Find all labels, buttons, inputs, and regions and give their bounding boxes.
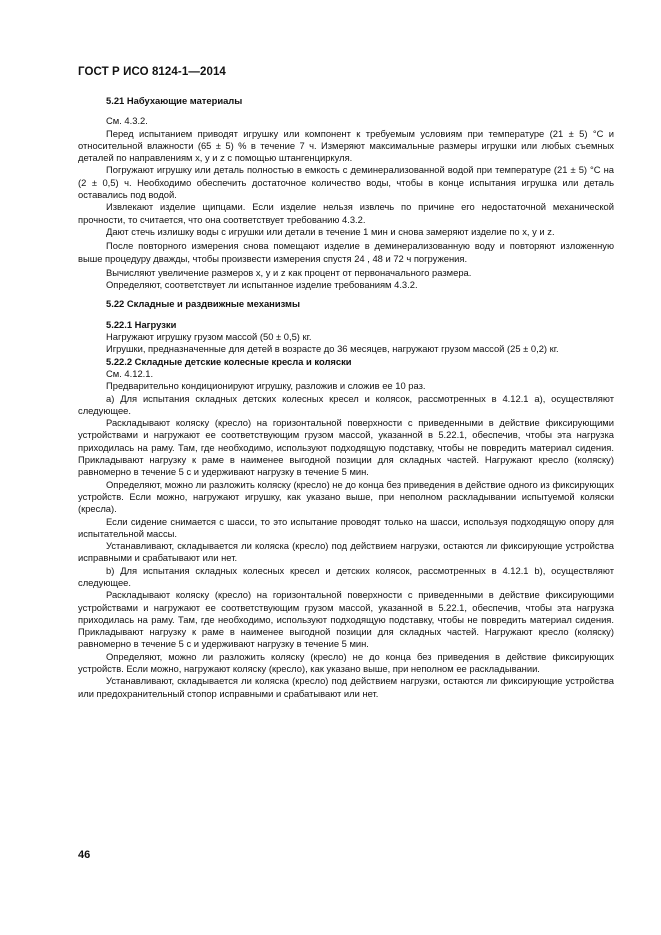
paragraph: Если сидение снимается с шасси, то это испытание проводят только на шасси, используя подходящую опору для испытательной массы. — [78, 515, 614, 539]
paragraph: Предварительно кондиционируют игрушку, разложив и сложив ее 10 раз. — [106, 380, 426, 392]
paragraph: Устанавливают, складывается ли коляска (кресло) под действием нагрузки, остаются ли фиксирующие устройства исправными и срабатывают или нет. — [78, 540, 614, 564]
paragraph: Игрушки, предназначенные для детей в возрасте до 36 месяцев, нагружают грузом массой (25 ± 0,2) кг. — [106, 343, 559, 355]
subsection-heading-5-22-2: 5.22.2 Складные детские колесные кресла и коляски — [106, 355, 352, 367]
paragraph: b) Для испытания складных колесных кресел и детских колясок, рассмотренных в 4.12.1 b), осуществляют следующее. — [78, 564, 614, 588]
page-content — [78, 95, 614, 700]
section-heading-5-21: 5.21 Набухающие материалы — [106, 95, 243, 106]
paragraph: Раскладывают коляску (кресло) на горизонтальной поверхности с приведенными в действие фиксирующими устройствами и нагружают ее соответствующим грузом массой, указанной в 5.22.1, обеспечив, чтобы эта нагрузка приходилась на раму. Там, где необходимо, используют подходящую подставку, чтобы не повредить материал сидения. Прикладывают нагрузку к раме в наименее выгодной позиции для складных частей. Нагружают кресло (коляску) равномерно в течение 5 с и удерживают нагрузку в течение 5 мин. — [78, 589, 614, 650]
paragraph: Раскладывают коляску (кресло) на горизонтальной поверхности с приведенными в действие фиксирующими устройствами и нагружают ее соответствующим грузом массой, указанной в 5.22.1, обеспечив, чтобы эта нагрузка приходилась на раму. Там, где необходимо, используют подходящую подставку, чтобы не повредить материал сидения. Прикладывают нагрузку к раме в наименее выгодной позиции для складных частей. Нагружают кресло (коляску) равномерно в течение 5 с и удерживают нагрузку в течение 5 мин. — [78, 417, 614, 478]
page-header: ГОСТ Р ИСО 8124-1—2014 — [78, 66, 226, 78]
paragraph: После повторного измерения снова помещают изделие в деминерализованную воду и повторяют изложенную выше процедуру дважды, чтобы произвести измерения спустя 24 , 48 и 72 ч погружения. — [78, 240, 614, 264]
paragraph: Устанавливают, складывается ли коляска (кресло) под действием нагрузки, остаются ли фиксирующие устройства или предохранительный стопор исправными и срабатывают или нет. — [78, 675, 614, 699]
paragraph: Определяют, можно ли разложить коляску (кресло) не до конца без приведения в действие одного из фиксирующих устройств. Если можно, нагружают игрушку, как указано выше, при неполном раскладывании испытуемой коляски (кресла). — [78, 478, 614, 515]
page-number: 46 — [78, 849, 91, 861]
paragraph: Определяют, можно ли разложить коляску (кресло) не до конца без приведения в действие фиксирующих устройств. Если можно, нагружают коляску (кресло), как указано выше, при неполном ее раскладывании. — [78, 650, 614, 675]
paragraph: Погружают игрушку или деталь полностью в емкость с деминерализованной водой при температуре (21 ± 5) °С на (2 ± 0,5) ч. Необходимо обеспечить достаточное количество воды, чтобы в конце испытания игрушка или деталь оставались под водой. — [78, 164, 614, 201]
subsection-heading-5-22-1: 5.22.1 Нагрузки — [106, 318, 177, 330]
paragraph: a) Для испытания складных детских колесных кресел и колясок, рассмотренных в 4.12.1 a), осуществляют следующее. — [78, 392, 614, 416]
paragraph: Определяют, соответствует ли испытанное изделие требованиям 4.3.2. — [106, 279, 418, 291]
paragraph: Вычисляют увеличение размеров x, y и z как процент от первоначального размера. — [106, 266, 472, 278]
section-heading-5-22: 5.22 Складные и раздвижные механизмы — [106, 298, 300, 310]
paragraph: Дают стечь излишку воды с игрушки или детали в течение 1 мин и снова замеряют изделие по x, y и z. — [106, 225, 555, 237]
paragraph: Перед испытанием приводят игрушку или компонент к требуемым условиям при температуре (21 ± 5) °С и относительной влажности (65 ± 5) % в течение 7 ч. Измеряют максимальные размеры игрушки или любых съемных деталей по направлениям x, y и z с помощью штангенциркуля. — [78, 127, 614, 164]
paragraph: Нагружают игрушку грузом массой (50 ± 0,5) кг. — [106, 331, 312, 343]
paragraph: Извлекают изделие щипцами. Если изделие нельзя извлечь по причине его недостаточной механической прочности, то считается, что она соответствует требованию 4.3.2. — [78, 201, 614, 225]
paragraph: См. 4.12.1. — [106, 367, 154, 379]
paragraph: См. 4.3.2. — [106, 115, 148, 127]
